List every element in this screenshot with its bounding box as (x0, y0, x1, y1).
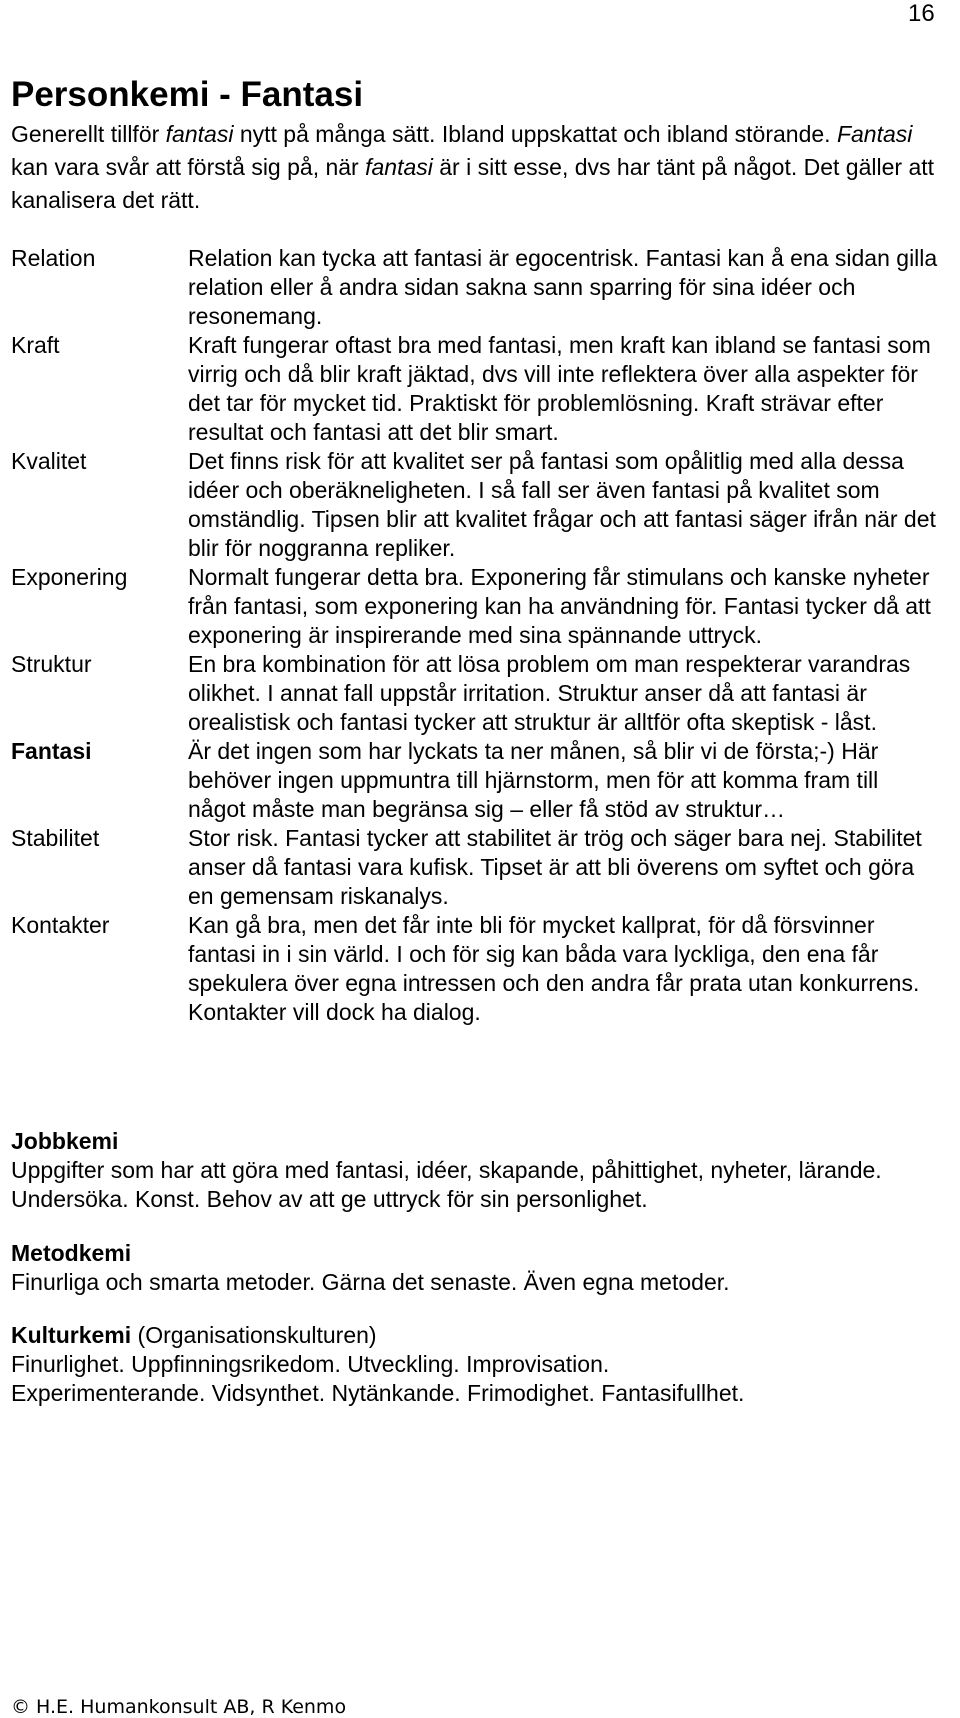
role-name: Relation (11, 245, 96, 271)
role-name: Exponering (11, 564, 128, 590)
role-description: Kraft fungerar oftast bra med fantasi, men kraft kan ibland se fantasi som virrig och då blir kraft jäktad, dvs vill inte reflektera över alla aspekter för det tar för mycket tid. Praktiskt för problemlösning. Kraft strävar efter resultat och fantasi att det blir smart. (188, 332, 931, 445)
role-row-kontakter (11, 911, 941, 1027)
role-table (11, 244, 941, 1027)
section-heading-suffix: (Organisationskulturen) (131, 1322, 377, 1348)
intro-emphasis: Fantasi (836, 121, 913, 147)
intro-text: är i sitt esse, dvs har tänt på något. Det gäller att kanalisera det rätt. (11, 154, 935, 213)
intro-text: nytt på många sätt. Ibland uppskattat och ibland störande. (233, 121, 837, 147)
role-row-kvalitet (11, 447, 941, 563)
intro-text: Generellt tillför (11, 121, 166, 147)
page-title: Personkemi - Fantasi (11, 75, 364, 114)
role-name: Kontakter (11, 912, 110, 938)
page-number: 16 (908, 0, 935, 27)
section-text: Experimenterande. Vidsynthet. Nytänkande. Frimodighet. Fantasifullhet. (11, 1380, 745, 1406)
kulturkemi-section (11, 1321, 936, 1408)
footer-copyright: © H.E. Humankonsult AB, R Kenmo (11, 1696, 347, 1718)
role-description: Är det ingen som har lyckats ta ner månen, så blir vi de första;-) Här behöver ingen uppmuntra till hjärnstorm, men för att komma fram till något måste man begränsa sig – eller få stöd av struktur… (188, 738, 879, 822)
role-description: Stor risk. Fantasi tycker att stabilitet är trög och säger bara nej. Stabilitet anser då fantasi vara kufisk. Tipset är att bli överens om syftet och göra en gemensam riskanalys. (188, 825, 922, 909)
section-text: Finurliga och smarta metoder. Gärna det senaste. Även egna metoder. (11, 1269, 730, 1295)
section-text: Finurlighet. Uppfinningsrikedom. Utveckling. Improvisation. (11, 1351, 610, 1377)
role-row-kraft (11, 331, 941, 447)
section-text: Uppgifter som har att göra med fantasi, idéer, skapande, påhittighet, nyheter, lärande. Undersöka. Konst. Behov av att ge uttryck för sin personlighet. (11, 1157, 882, 1212)
role-description: En bra kombination för att lösa problem om man respekterar varandras olikhet. I annat fall uppstår irritation. Struktur anser då att fantasi är orealistisk och fantasi tycker att struktur är alltför ofta skeptisk - låst. (188, 651, 911, 735)
intro-emphasis: fantasi (365, 154, 433, 180)
role-name: Fantasi (11, 738, 92, 764)
role-row-relation (11, 244, 941, 331)
role-name: Struktur (11, 651, 92, 677)
section-heading: Metodkemi (11, 1240, 132, 1266)
section-heading: Jobbkemi (11, 1128, 119, 1154)
role-name: Kraft (11, 332, 60, 358)
jobbkemi-section (11, 1127, 936, 1214)
role-row-exponering (11, 563, 941, 650)
role-name: Kvalitet (11, 448, 87, 474)
role-row-struktur (11, 650, 941, 737)
role-description: Normalt fungerar detta bra. Exponering får stimulans och kanske nyheter från fantasi, som exponering kan ha användning för. Fantasi tycker då att exponering är inspirerande med sina spännande uttryck. (188, 564, 931, 648)
metodkemi-section (11, 1239, 936, 1297)
role-row-stabilitet (11, 824, 941, 911)
intro-text: kan vara svår att förstå sig på, när (11, 154, 366, 180)
intro-emphasis: fantasi (165, 121, 234, 147)
role-description: Kan gå bra, men det får inte bli för mycket kallprat, för då försvinner fantasi in i sin värld. I och för sig kan båda vara lyckliga, den ena får spekulera över egna intressen och den andra får prata utan konkurrens. Kontakter vill dock ha dialog. (188, 912, 920, 1025)
role-name: Stabilitet (11, 825, 100, 851)
intro-paragraph (11, 118, 936, 217)
role-description: Relation kan tycka att fantasi är egocentrisk. Fantasi kan å ena sidan gilla relation eller å andra sidan sakna sann sparring för sina idéer och resonemang. (188, 245, 938, 329)
section-heading (11, 1321, 936, 1350)
role-description: Det finns risk för att kvalitet ser på fantasi som opålitlig med alla dessa idéer och oberäkneligheten. I så fall ser även fantasi på kvalitet som omständlig. Tipsen blir att kvalitet frågar och att fantasi säger ifrån när det blir för noggranna repliker. (188, 448, 936, 561)
role-row-fantasi (11, 737, 941, 824)
section-heading-text: Kulturkemi (11, 1322, 132, 1348)
